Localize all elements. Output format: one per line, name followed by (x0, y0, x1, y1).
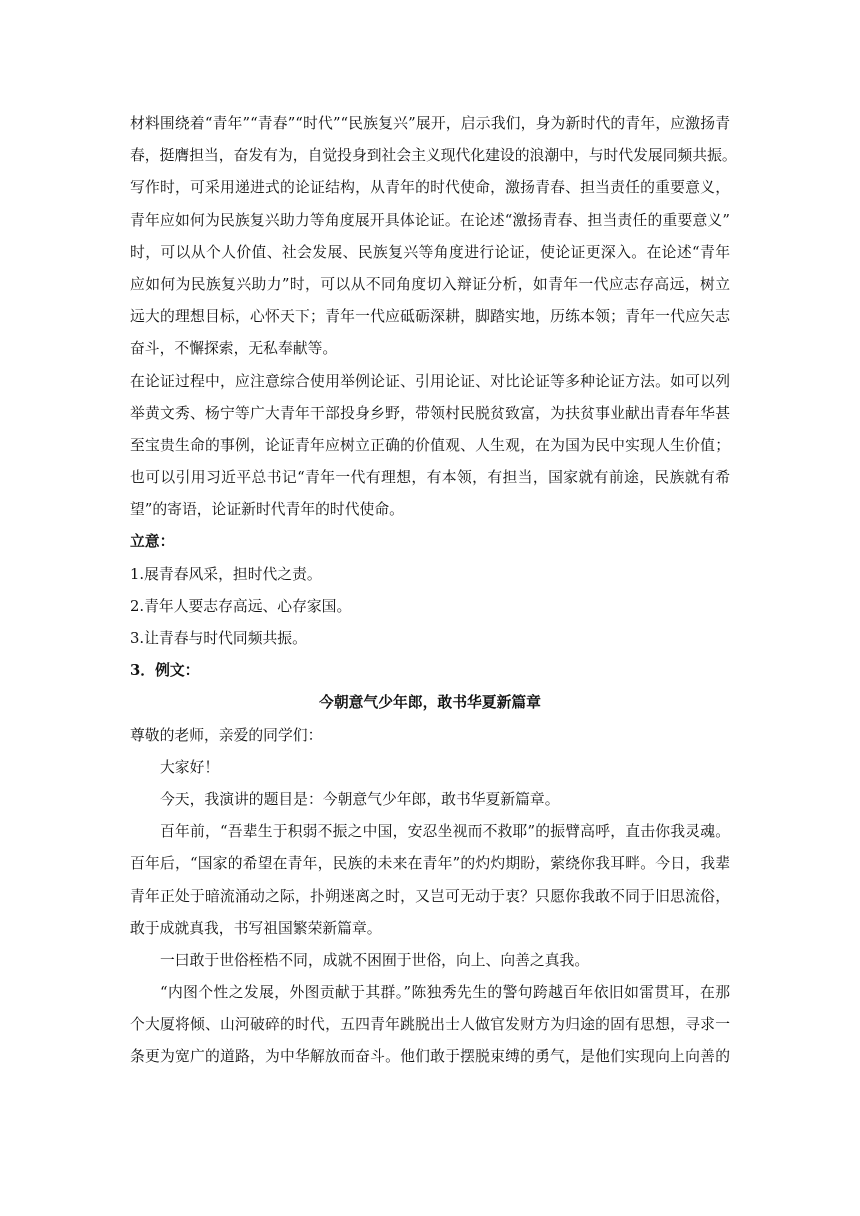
theme-point: 2.青年人要志存高远、心存家国。 (130, 597, 352, 615)
essay-line: 敢于成就真我，书写祖国繁荣新篇章。 (130, 919, 382, 937)
analysis-line: 远大的理想目标，心怀天下；青年一代应砥砺深耕，脚踏实地，历练本领；青年一代应矢志 (130, 308, 730, 326)
essay-paragraph-2 (130, 977, 730, 1074)
analysis-line: 应如何为民族复兴助力”时，可以从不同角度切入辩证分析，如青年一代应志存高远，树立 (130, 275, 730, 293)
essay-greeting: 尊敬的老师，亲爱的同学们： (130, 726, 323, 744)
example-heading: 3．例文： (130, 662, 200, 680)
essay-intro: 今天，我演讲的题目是：今朝意气少年郎，敢书华夏新篇章。 (160, 790, 560, 808)
analysis-line: 写作时，可采用递进式的论证结构，从青年的时代使命，激扬青春、担当责任的重要意义， (130, 179, 730, 197)
essay-line: “内图个性之发展，外图贡献于其群。”陈独秀先生的警句跨越百年依旧如雷贯耳，在那 (160, 984, 730, 1002)
analysis-line: 举黄文秀、杨宁等广大青年干部投身乡野，带领村民脱贫致富，为扶贫事业献出青春年华甚 (130, 404, 730, 422)
essay-line: 百年后，“国家的希望在青年，民族的未来在青年”的灼灼期盼，萦绕你我耳畔。今日，我辈 (130, 855, 730, 873)
analysis-line: 在论证过程中，应注意综合使用举例论证、引用论证、对比论证等多种论证方法。如可以列 (130, 372, 730, 390)
essay-line: 百年前，“吾辈生于积弱不振之中国，安忍坐视而不救耶”的振臂高呼，直击你我灵魂。 (160, 823, 730, 841)
essay-paragraph-1 (130, 816, 730, 945)
analysis-line: 时，可以从个人价值、社会发展、民族复兴等角度进行论证，使论证更深入。在论述“青年 (130, 243, 730, 261)
theme-point: 1.展青春风采，担时代之责。 (130, 565, 322, 583)
analysis-line: 至宝贵生命的事例，论证青年应树立正确的价值观、人生观，在为国为民中实现人生价值； (130, 436, 730, 454)
essay-line: 个大厦将倾、山河破碎的时代，五四青年跳脱出士人做官发财方为归途的固有思想，寻求一 (130, 1016, 730, 1034)
essay-hello: 大家好！ (160, 758, 220, 776)
theme-point: 3.让青春与时代同频共振。 (130, 630, 307, 647)
document-body (130, 108, 737, 1074)
analysis-line: 材料围绕着“青年”“青春”“时代”“民族复兴”展开，启示我们，身为新时代的青年，应激扬青 (130, 115, 730, 132)
essay-point-1: 一曰敢于世俗桎梏不同，成就不困囿于世俗，向上、向善之真我。 (160, 951, 590, 969)
analysis-line: 春，挺膺担当，奋发有为，自觉投身到社会主义现代化建设的浪潮中，与时代发展同频共振。 (130, 147, 737, 165)
analysis-line: 青年应如何为民族复兴助力等角度展开具体论证。在论述“激扬青春、担当责任的重要意义” (130, 211, 730, 229)
essay-line: 青年正处于暗流涌动之际，扑朔迷离之时，又岂可无动于衷？只愿你我敢不同于旧思流俗， (130, 887, 730, 905)
analysis-line: 奋斗，不懈探索，无私奉献等。 (130, 340, 338, 358)
essay-line: 条更为宽广的道路，为中华解放而奋斗。他们敢于摆脱束缚的勇气，是他们实现向上向善的 (130, 1048, 730, 1066)
analysis-line: 望”的寄语，论证新时代青年的时代使命。 (130, 501, 404, 519)
theme-heading: 立意： (130, 533, 175, 551)
analysis-line: 也可以引用习近平总书记“青年一代有理想，有本领，有担当，国家就有前途，民族就有希 (130, 469, 730, 487)
essay-title: 今朝意气少年郎，敢书华夏新篇章 (319, 694, 541, 712)
analysis-paragraph (130, 108, 737, 526)
